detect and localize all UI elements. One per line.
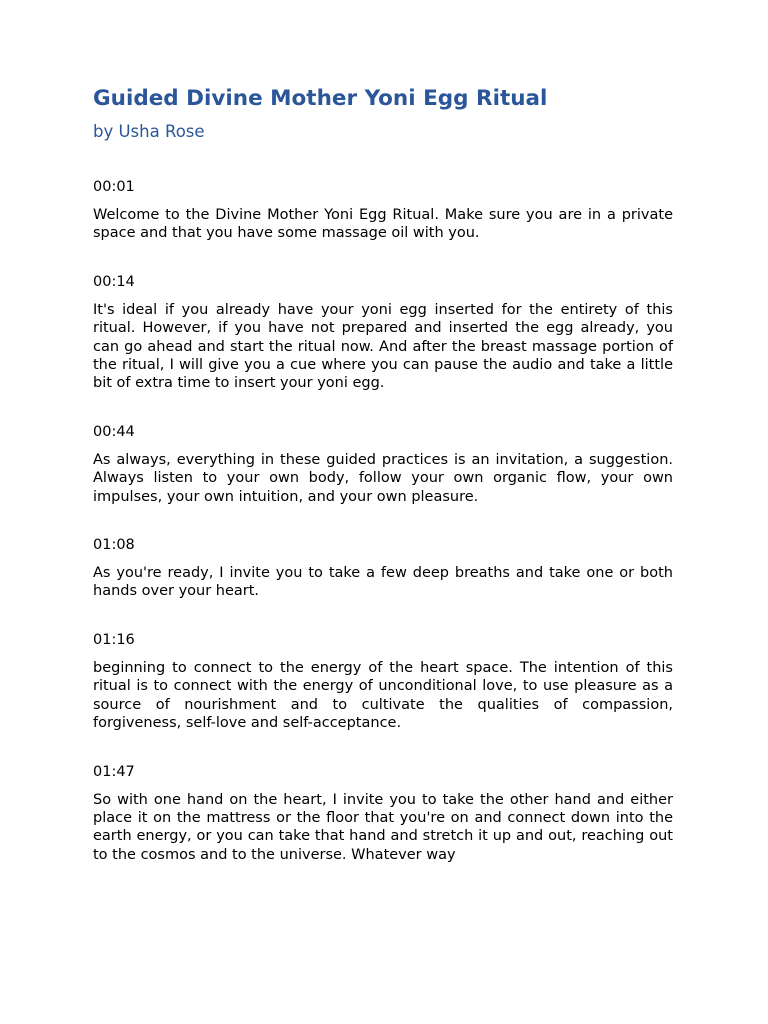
document-page: [93, 84, 673, 894]
transcript-segment: [93, 178, 673, 243]
segment-text: Welcome to the Divine Mother Yoni Egg Ritual. Make sure you are in a private space and that you have some massage oil with you.: [93, 207, 673, 242]
document-title: Guided Divine Mother Yoni Egg Ritual: [93, 86, 548, 111]
segment-text: So with one hand on the heart, I invite you to take the other hand and either place it on the mattress or the floor that you're on and connect down into the earth energy, or you can take that hand and stretch it up and out, reaching out to the cosmos and to the universe. Whatever way: [93, 791, 673, 863]
segment-text: It's ideal if you already have your yoni egg inserted for the entirety of this ritual. However, if you have not prepared and inserted the egg already, you can go ahead and start the ritual now. And after the breast massage portion of the ritual, I will give you a cue where you can pause the audio and take a little bit of extra time to insert your yoni egg.: [93, 301, 673, 392]
transcript-segment: [93, 536, 673, 601]
segment-timestamp: 00:44: [93, 423, 135, 440]
segment-text: As you're ready, I invite you to take a few deep breaths and take one or both hands over your heart.: [93, 565, 673, 600]
transcript: [93, 178, 673, 864]
transcript-segment: [93, 631, 673, 733]
segment-timestamp: 01:47: [93, 763, 135, 780]
segment-timestamp: 01:16: [93, 631, 135, 648]
transcript-segment: [93, 273, 673, 393]
transcript-segment: [93, 763, 673, 865]
transcript-segment: [93, 423, 673, 506]
segment-timestamp: 00:14: [93, 273, 135, 290]
segment-text: beginning to connect to the energy of the heart space. The intention of this ritual is to connect with the energy of unconditional love, to use pleasure as a source of nourishment and to cultivate the qualities of compassion, forgiveness, self-love and self-acceptance.: [93, 659, 673, 732]
segment-timestamp: 01:08: [93, 537, 135, 554]
segment-timestamp: 00:01: [93, 179, 135, 195]
segment-text: As always, everything in these guided practices is an invitation, a suggestion. Always listen to your own body, follow your own organic flow, your own impulses, your own intuition, and your own pleasure.: [93, 451, 673, 505]
document-author: by Usha Rose: [93, 122, 205, 141]
